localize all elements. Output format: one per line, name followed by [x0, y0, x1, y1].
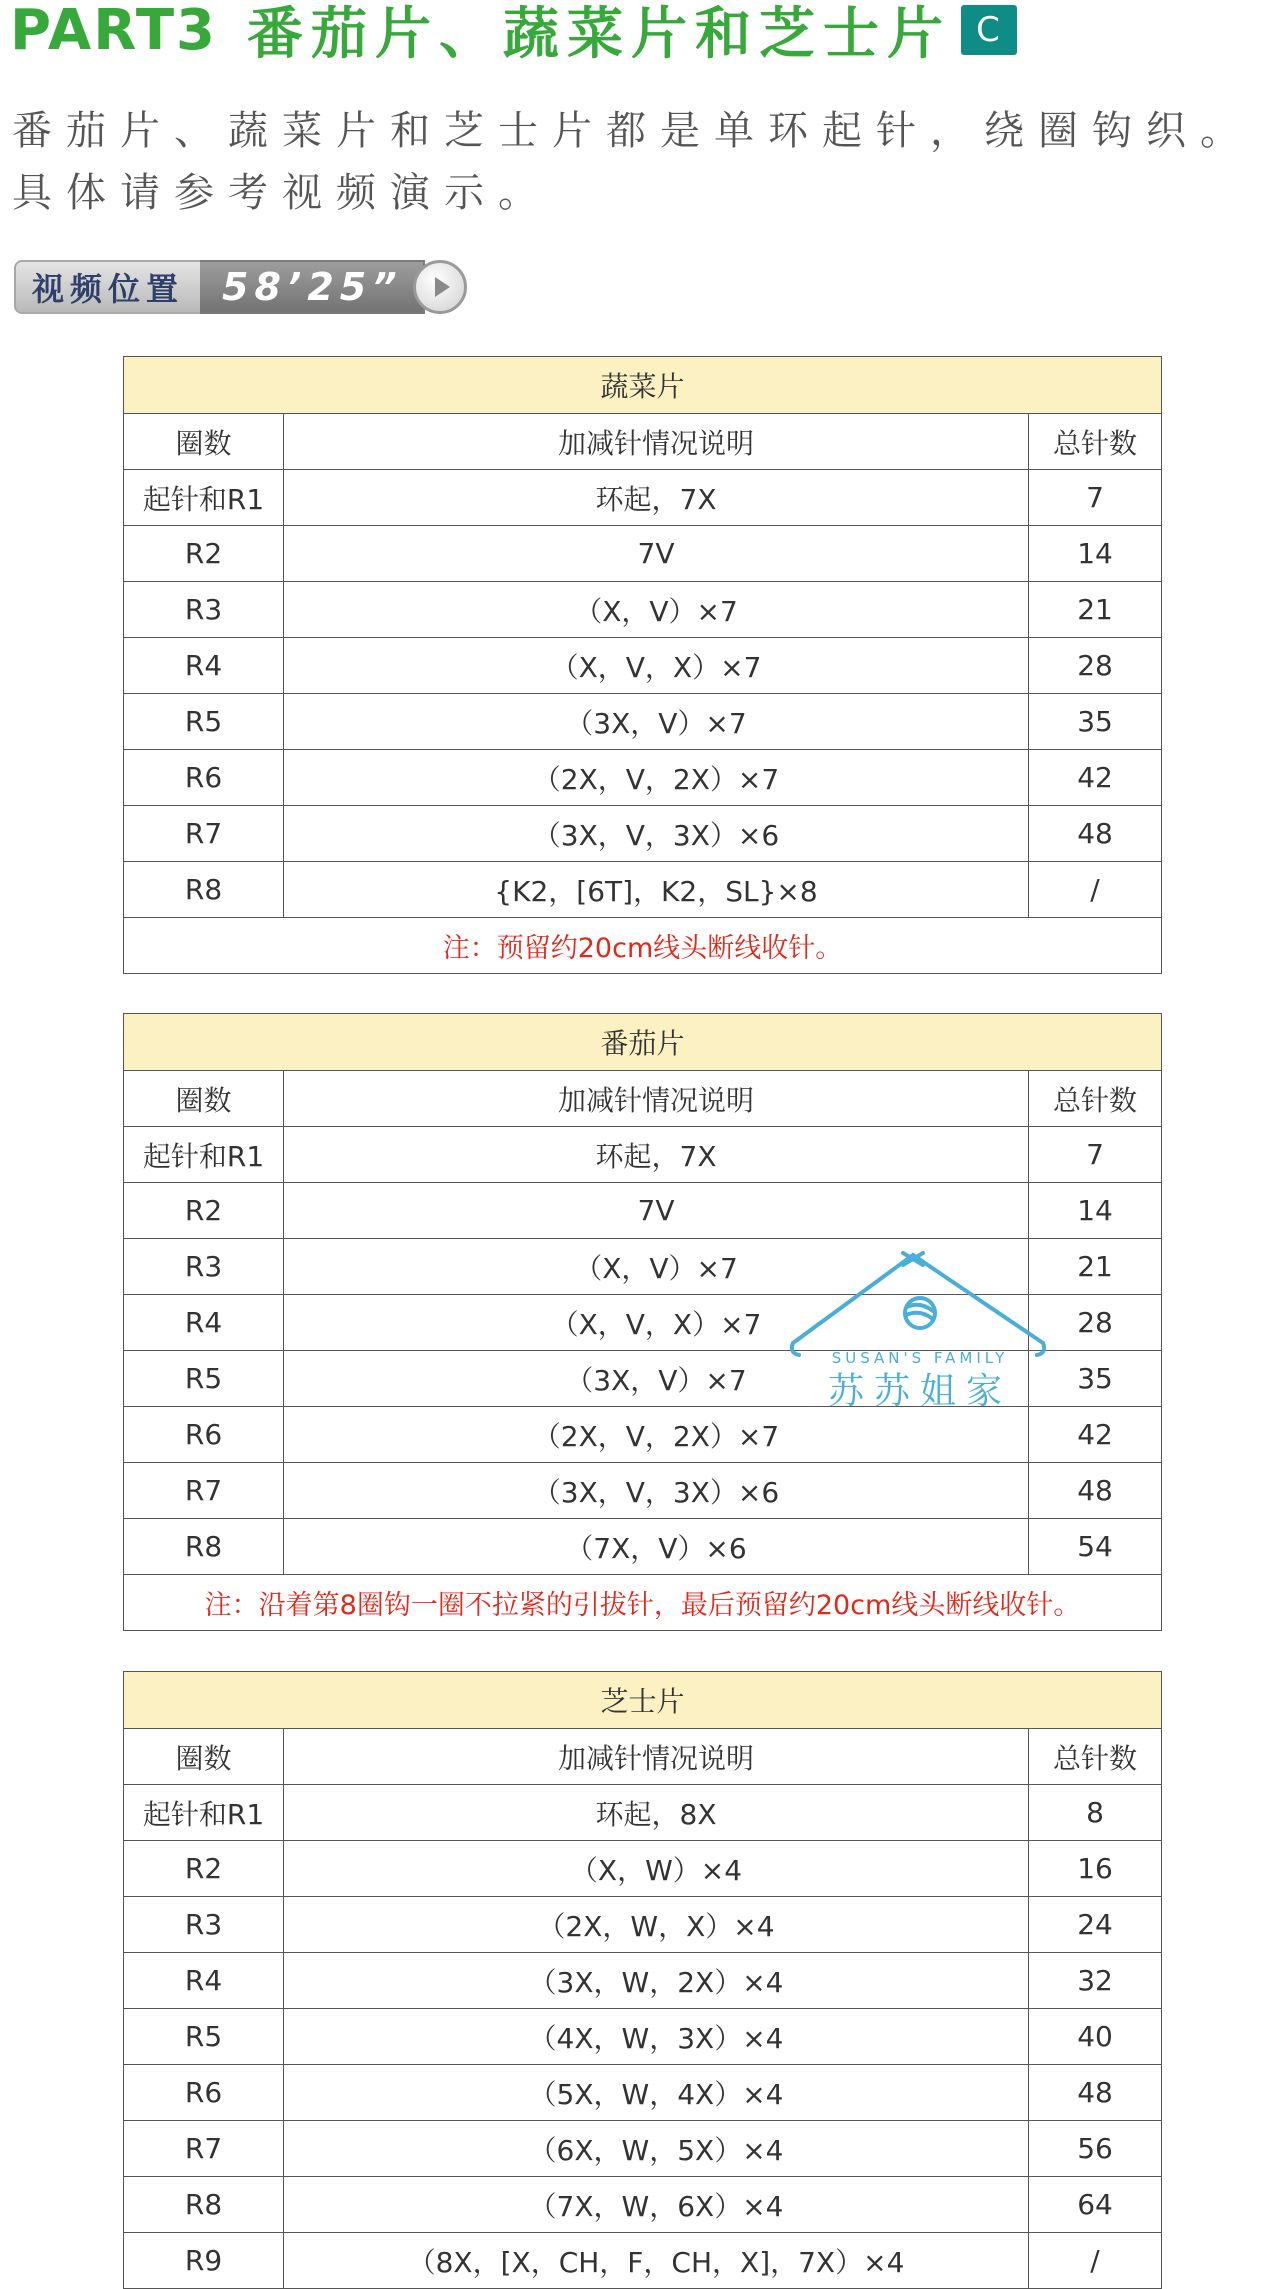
table-cell: 48 [1029, 1463, 1162, 1519]
table-cell: R4 [124, 1295, 284, 1351]
table-row [124, 1463, 1162, 1519]
table-cell: R5 [124, 1351, 284, 1407]
table-cell: 7V [284, 1183, 1029, 1239]
table-row [124, 1897, 1162, 1953]
table-cell: / [1029, 862, 1162, 918]
table-cell: （3X，W，2X）×4 [284, 1953, 1029, 2009]
intro-text [12, 100, 1272, 224]
table-cell: 14 [1029, 1183, 1162, 1239]
cheese-slice-table [123, 1671, 1162, 2289]
page-title [10, 0, 1017, 67]
table-cell: 42 [1029, 750, 1162, 806]
table-row [124, 1841, 1162, 1897]
play-icon[interactable] [413, 260, 467, 314]
table-note: 注：预留约20cm线头断线收针。 [124, 918, 1162, 974]
table-title: 芝士片 [124, 1672, 1162, 1729]
table-cell: 8 [1029, 1785, 1162, 1841]
table-row [124, 694, 1162, 750]
table-cell: 32 [1029, 1953, 1162, 2009]
intro-line-1: 番茄片、蔬菜片和芝士片都是单环起针，绕圈钩织。 [12, 108, 1254, 154]
table-cell: （3X，V，3X）×6 [284, 1463, 1029, 1519]
table-cell: R2 [124, 1183, 284, 1239]
table-cell: R3 [124, 582, 284, 638]
table-row [124, 2009, 1162, 2065]
video-position-label: 视频位置 [14, 260, 200, 314]
table-cell: 21 [1029, 1239, 1162, 1295]
table-cell: 环起，7X [284, 1127, 1029, 1183]
table-cell: （5X，W，4X）×4 [284, 2065, 1029, 2121]
table-cell: R9 [124, 2233, 284, 2289]
table-cell: 35 [1029, 1351, 1162, 1407]
video-position-button[interactable] [14, 258, 467, 316]
table-row [124, 1127, 1162, 1183]
table-cell: R2 [124, 526, 284, 582]
table-cell: 54 [1029, 1519, 1162, 1575]
column-header: 圈数 [124, 414, 284, 470]
table-cell: R7 [124, 2121, 284, 2177]
column-header: 总针数 [1029, 1729, 1162, 1785]
table-row [124, 1183, 1162, 1239]
table-cell: R7 [124, 1463, 284, 1519]
table-cell: （8X，[X，CH，F，CH，X]，7X）×4 [284, 2233, 1029, 2289]
column-header: 总针数 [1029, 414, 1162, 470]
table-cell: 64 [1029, 2177, 1162, 2233]
table-cell: （2X，V，2X）×7 [284, 1407, 1029, 1463]
table-cell: 16 [1029, 1841, 1162, 1897]
table-cell: 起针和R1 [124, 470, 284, 526]
table-cell: R8 [124, 1519, 284, 1575]
table-cell: 42 [1029, 1407, 1162, 1463]
table-cell: 40 [1029, 2009, 1162, 2065]
table-cell: （7X，V）×6 [284, 1519, 1029, 1575]
table-row [124, 2233, 1162, 2289]
table-cell: R2 [124, 1841, 284, 1897]
table-row [124, 638, 1162, 694]
table-cell: （3X，V）×7 [284, 694, 1029, 750]
table-cell: 14 [1029, 526, 1162, 582]
table-row [124, 526, 1162, 582]
table-cell: {K2，[6T]，K2，SL}×8 [284, 862, 1029, 918]
table-cell: R8 [124, 2177, 284, 2233]
column-header: 加减针情况说明 [284, 414, 1029, 470]
table-row [124, 862, 1162, 918]
table-cell: 7 [1029, 1127, 1162, 1183]
table-cell: 起针和R1 [124, 1127, 284, 1183]
table-row [124, 2065, 1162, 2121]
table-cell: R4 [124, 1953, 284, 2009]
table-cell: 环起，7X [284, 470, 1029, 526]
table-cell: 48 [1029, 2065, 1162, 2121]
table-cell: 28 [1029, 638, 1162, 694]
table-row [124, 2177, 1162, 2233]
table-row [124, 2121, 1162, 2177]
watermark-zh: 苏苏姐家 [827, 1371, 1013, 1412]
watermark-en: SUSAN'S FAMILY [831, 1349, 1009, 1367]
table-cell: R6 [124, 750, 284, 806]
table-cell: （X，V）×7 [284, 582, 1029, 638]
table-cell: 56 [1029, 2121, 1162, 2177]
table-title: 蔬菜片 [124, 357, 1162, 414]
table-cell: R3 [124, 1897, 284, 1953]
table-row [124, 1519, 1162, 1575]
table-cell: / [1029, 2233, 1162, 2289]
column-header: 总针数 [1029, 1071, 1162, 1127]
part-label: PART3 [10, 0, 218, 63]
table-cell: 28 [1029, 1295, 1162, 1351]
table-cell: （X，V，X）×7 [284, 1295, 1029, 1351]
table-row [124, 1953, 1162, 2009]
table-row [124, 1785, 1162, 1841]
table-header-row [124, 1071, 1162, 1127]
table-cell: （X，W）×4 [284, 1841, 1029, 1897]
table-cell: R8 [124, 862, 284, 918]
table-cell: R3 [124, 1239, 284, 1295]
table-cell: 7 [1029, 470, 1162, 526]
table-header-row [124, 414, 1162, 470]
watermark-logo-icon [785, 1245, 1055, 1415]
table-cell: 48 [1029, 806, 1162, 862]
table-cell: R5 [124, 2009, 284, 2065]
susan-family-watermark [785, 1245, 1055, 1415]
table-cell: 起针和R1 [124, 1785, 284, 1841]
table-row [124, 806, 1162, 862]
table-cell: （2X，W，X）×4 [284, 1897, 1029, 1953]
table-cell: 21 [1029, 582, 1162, 638]
part-badge: C [961, 5, 1017, 55]
table-cell: （6X，W，5X）×4 [284, 2121, 1029, 2177]
table-cell: 35 [1029, 694, 1162, 750]
table-cell: （7X，W，6X）×4 [284, 2177, 1029, 2233]
intro-line-2: 具体请参考视频演示。 [12, 170, 552, 216]
table-title: 番茄片 [124, 1014, 1162, 1071]
table-cell: 24 [1029, 1897, 1162, 1953]
table-row [124, 582, 1162, 638]
video-timestamp: 58’25” [200, 260, 425, 314]
column-header: 圈数 [124, 1729, 284, 1785]
table-cell: （3X，V）×7 [284, 1351, 1029, 1407]
table-cell: R7 [124, 806, 284, 862]
table-cell: 7V [284, 526, 1029, 582]
table-cell: 环起，8X [284, 1785, 1029, 1841]
column-header: 加减针情况说明 [284, 1071, 1029, 1127]
table-note: 注：沿着第8圈钩一圈不拉紧的引拔针，最后预留约20cm线头断线收针。 [124, 1575, 1162, 1631]
table-cell: （3X，V，3X）×6 [284, 806, 1029, 862]
table-cell: R4 [124, 638, 284, 694]
table-cell: （2X，V，2X）×7 [284, 750, 1029, 806]
table-cell: R5 [124, 694, 284, 750]
part-title: 番茄片、蔬菜片和芝士片 [247, 2, 952, 67]
table-cell: （X，V）×7 [284, 1239, 1029, 1295]
table-cell: R6 [124, 2065, 284, 2121]
vegetable-slice-table [123, 356, 1162, 974]
column-header: 圈数 [124, 1071, 284, 1127]
table-header-row [124, 1729, 1162, 1785]
table-row [124, 750, 1162, 806]
column-header: 加减针情况说明 [284, 1729, 1029, 1785]
table-row [124, 470, 1162, 526]
table-cell: （4X，W，3X）×4 [284, 2009, 1029, 2065]
table-cell: R6 [124, 1407, 284, 1463]
table-cell: （X，V，X）×7 [284, 638, 1029, 694]
